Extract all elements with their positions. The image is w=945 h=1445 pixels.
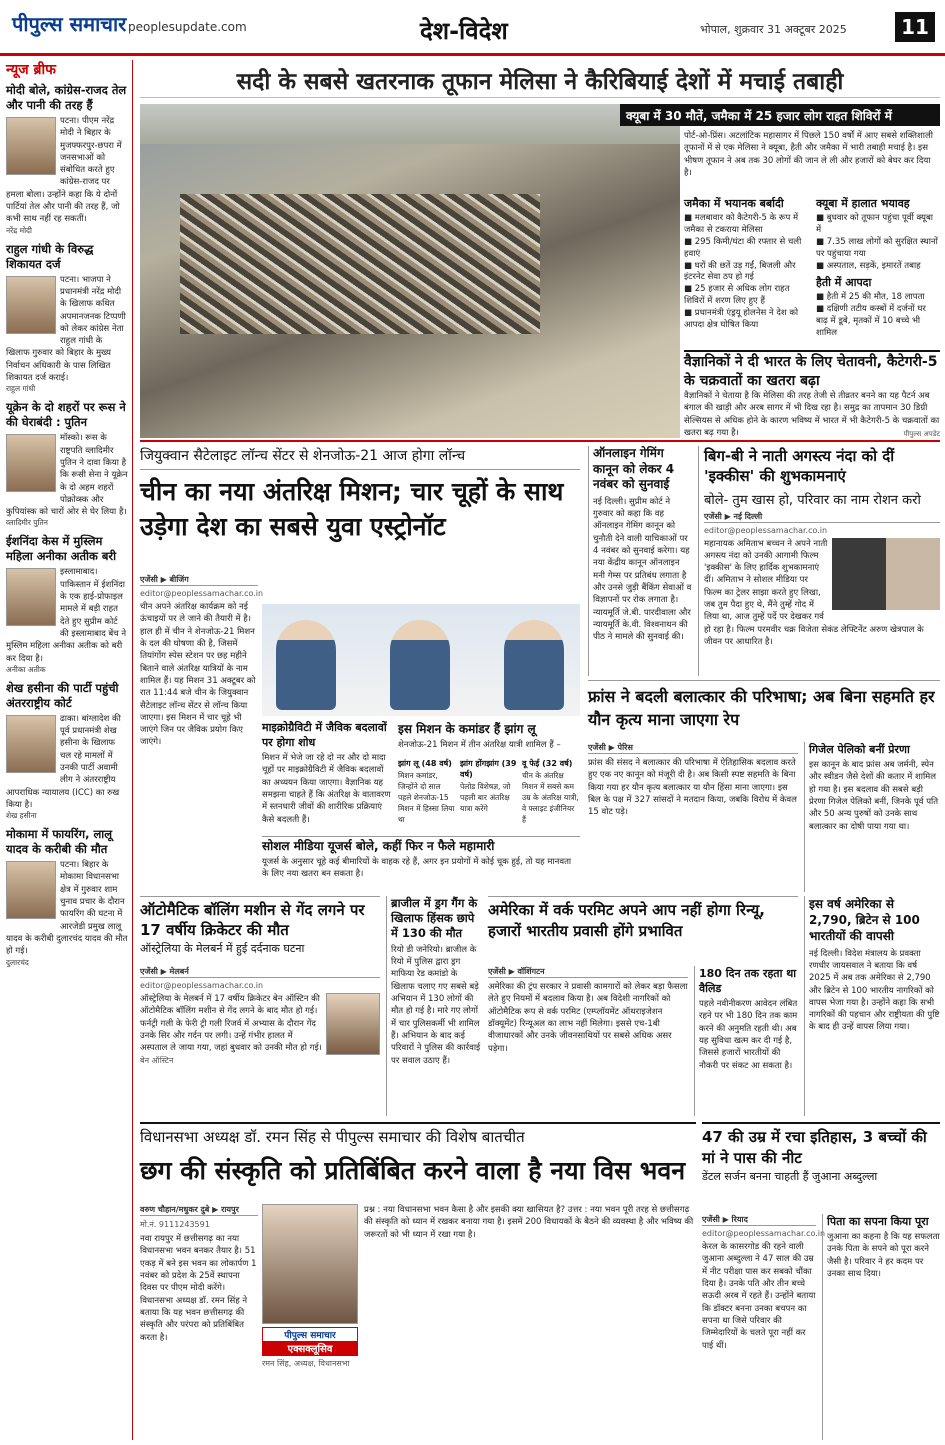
social-heading: सोशल मीडिया यूजर्स बोले, कहीं फिर न फैले महामारी (262, 839, 495, 853)
lead-photo-caption: क्यूबा में 30 मौतें, जमैका में 25 हजार लोग राहत शिविरों में (620, 104, 940, 126)
bullet-point: ■ प्रधानमंत्री एंड्रयू होलनेस ने देश को आपदा क्षेत्र घोषित किया (684, 308, 799, 331)
brief-title: राहुल गांधी के विरुद्ध शिकायत दर्ज (6, 241, 94, 271)
brief-title: मोदी बोले, कांग्रेस-राजद तेल और पानी की तरह हैं (6, 83, 127, 112)
brazil-story (386, 896, 482, 1116)
usa-side-box (694, 966, 798, 1116)
brief-body: ढाका। बांग्लादेश की पूर्व प्रधानमंत्री शेख हसीना के खिलाफ चल रहे मामलों में उनकी पार्टी अवामी लीग ने अंतरराष्ट्रीय आपराधिक न्यायालय (ICC) का रुख किया है। (6, 713, 121, 810)
brief-title: शेख हसीना की पार्टी पहुंची अंतरराष्ट्रीय कोर्ट (6, 680, 119, 710)
brief-title: मोकामा में फायरिंग, लालू यादव के करीबी की मौत (6, 827, 113, 857)
photo-sky (140, 104, 680, 144)
bigb-headline[interactable]: बिग-बी ने नाती अगस्त्य नंदा को दीं 'इक्कीस' की शुभकामनाएं (704, 447, 895, 486)
portrait-photo (6, 715, 56, 773)
bullet-point: ■ अस्पताल, सड़कें, इमारतें तबाह (816, 260, 921, 271)
france-headline[interactable]: फ्रांस ने बदली बलात्कार की परिभाषा; अब बिना सहमति हर यौन कृत्य माना जाएगा रेप (588, 687, 935, 730)
france-headline-box (588, 680, 940, 738)
france-body-column (588, 742, 798, 892)
jamaica-heading: जमैका में भयानक बर्बादी (684, 197, 784, 210)
brazil-headline[interactable]: ब्राजील में ड्रग गैंग के खिलाफ हिंसक छापे में 130 की मौत (391, 896, 478, 940)
portrait-photo (6, 568, 56, 626)
commander-subhead: शेनजोऊ-21 मिशन में तीन अंतरिक्ष यात्री शामिल हैं – (398, 740, 561, 750)
raman-singh-photo (262, 1204, 358, 1324)
china-headline[interactable]: चीन का नया अंतरिक्ष मिशन; चार चूहों के साथ उड़ेगा देश का सबसे युवा एस्ट्रोनॉट (140, 477, 564, 541)
byline: एजेंसी ▶ रियाद (702, 1214, 816, 1226)
portrait-photo (6, 276, 56, 334)
brief-title: यूक्रेन के दो शहरों पर रूस ने की घेराबंदी : पुतिन (6, 400, 126, 430)
brazil-body: रियो डी जनेरियो। ब्राजील के रियो में पुलिस द्वारा ड्रग माफिया रेड कमांडो के खिलाफ चलाए गए सबसे बड़े अभियान में 130 लोगों की मौत हो गई है। मारे गए लोगों में चार पुलिसकर्मी भी शामिल हैं। अभियान के बाद कई परिवारों ने पुलिस की कार्रवाई पर सवाल उठाए हैं। (391, 944, 481, 1066)
bullet-point: ■ मलबावार को कैटेगरी-5 के रूप में जमैका से टकराया मेलिसा (684, 213, 799, 235)
brief-item[interactable] (6, 827, 128, 967)
bullet-point: ■ 295 किमी/घंटा की रफ्तार से चली हवाएं (684, 236, 802, 259)
brief-item[interactable] (6, 400, 128, 528)
brief-item[interactable] (6, 242, 128, 395)
pelico-heading: गिजेल पेलिको बनीं प्रेरणा (809, 743, 910, 756)
photo-caption: बेन ऑस्टिन (140, 1055, 174, 1065)
bigb-body: महानायक अमिताभ बच्चन ने अपने नाती अगस्त्य नंदा को उनकी आगामी फिल्म 'इक्कीस' के लिए हार्दिक शुभकामनाएं दीं। अमिताभ ने सोशल मीडिया पर फिल्म का ट्रेलर साझा करते हुए लिखा, जब तुम पैदा हुए थे, मैंने तुम्हें गोद में लिया था, आज तुम्हें पर्दे पर देखकर गर्व हो रहा है। फिल्म परमवीर चक्र विजेता सेकंड लेफ्टिनेंट अरुण खेत्रपाल के जीवन पर आधारित है। (704, 538, 924, 647)
pelico-body: इस कानून के बाद फ्रांस अब जर्मनी, स्पेन और स्वीडन जैसे देशों की कतार में शामिल हो गया है। इस बदलाव की सबसे बड़ी प्रेरणा गिजेल पेलिको बनीं, जिनके पूर्व पति और 50 अन्य पुरुषों को उनके साथ बलात्कार का दोषी पाया गया था। (809, 760, 939, 832)
exclusive-badge: पीपुल्स समाचार एक्सक्लूसिव (262, 1327, 358, 1356)
bullet-point: ■ घरों की छतें उड़ गईं, बिजली और इंटरनेट सेवा ठप हो गई (684, 260, 796, 283)
neet-body: केरल के कासरगोड की रहने वाली जुआना अब्दुल्ला ने 47 साल की उम्र में नीट परीक्षा पास कर सबको चौंका दिया है। उनके पति और तीन बच्चे सऊदी अरब में रहते हैं। उन्होंने बताया कि डॉक्टर बनना उनका बचपन का सपना था जिसे परिवार की जिम्मेदारियों के चलते पूरा नहीं कर पाई थीं। (702, 1242, 816, 1351)
usa-body: अमेरिका की ट्रंप सरकार ने प्रवासी कामगारों को लेकर बड़ा फैसला लेते हुए नियमों में बदलाव किया है। अब विदेशी नागरिकों को ऑटोमैटिक रूप से वर्क परमिट (एम्प्लॉयमेंट ऑथराइजेशन डॉक्यूमेंट) रिन्यूअल का लाभ नहीं मिलेगा। इससे एच-1बी वीजाधारकों और उनके जीवनसाथियों पर सबसे अधिक असर पड़ेगा। (488, 982, 688, 1054)
byline: वरुण चौहान/मधुकर दुबे ▶ रायपुर (140, 1204, 258, 1216)
usa-side-heading: 180 दिन तक रहता था वैलिड (699, 967, 797, 995)
photo-caption: राहुल गांधी (6, 384, 36, 394)
bullet-point: ■ दक्षिणी तटीय कस्बों में दर्जनों घर बाढ़ में डूबे, मृतकों में 10 बच्चे भी शामिल (816, 304, 926, 339)
byline: एजेंसी ▶ नई दिल्ली (704, 511, 940, 523)
neet-body-column (702, 1214, 826, 1440)
cricket-headline-box (140, 896, 380, 962)
brief-body: पटना। बिहार के मोकामा विधानसभा क्षेत्र में गुरुवार शाम चुनाव प्रचार के दौरान फायरिंग की घटना में आरजेडी प्रमुख लालू यादव के करीबी दुलारचंद यादव की मौत हो गई। (6, 860, 128, 957)
website-link[interactable]: peoplesupdate.com (128, 20, 247, 34)
uk-story (804, 896, 940, 1116)
france-body: फ्रांस की संसद ने बलात्कार की परिभाषा में ऐतिहासिक बदलाव करते हुए एक नए कानून को मंजूरी दी है। अब किसी स्पष्ट सहमति के बिना किया गया हर यौन कृत्य बलात्कार या यौन हिंसा माना जाएगा। इस बिल के पक्ष में 327 सांसदों ने मतदान किया, जबकि विरोध में केवल 15 वोट पड़े। (588, 758, 797, 818)
astronaut-figure (504, 620, 564, 710)
raman-photo-column (262, 1204, 358, 1440)
astronaut-figure (276, 620, 336, 710)
social-body: यूजर्स के अनुसार चूहे कई बीमारियों के वाहक रहे हैं, अगर इन प्रयोगों में कोई चूक हुई, तो यह मानवता के लिए नया खतरा बन सकता है। (262, 857, 572, 880)
micro-heading: माइक्रोग्रैविटी में जैविक बदलावों पर होगा शोध (262, 721, 387, 749)
bigb-story (698, 446, 940, 676)
cricket-body: ऑस्ट्रेलिया के मेलबर्न में 17 वर्षीय क्रिकेटर बेन ऑस्टिन की ऑटोमैटिक बॉलिंग मशीन से गेंद लगने के बाद मौत हो गई। फर्नट्री गली के फेरी ट्री गली रिजर्व में अभ्यास के दौरान गेंद उनके सिर और गर्दन पर लगी। उन्हें गंभीर हालत में अस्पताल ले जाया गया, जहां बुधवार को उनकी मौत हो गई। (140, 994, 322, 1054)
neet-side-body: जुआना का कहना है कि यह सफलता उनके पिता के सपने को पूरा करने जैसी है। परिवार ने हर कदम पर उनका साथ दिया। (827, 1232, 940, 1279)
cricket-headline[interactable]: ऑटोमैटिक बॉलिंग मशीन से गेंद लगने पर 17 वर्षीय क्रिकेटर की मौत (140, 901, 365, 940)
neet-side-box (822, 1214, 940, 1440)
brief-body: पटना। भाजपा ने प्रधानमंत्री नरेंद्र मोदी के खिलाफ कथित अपमानजनक टिप्पणी को लेकर कांग्रेस नेता राहुल गांधी के खिलाफ गुरुवार को बिहार के मुख्य निर्वाचन अधिकारी के पास लिखित शिकायत दर्ज कराई। (6, 274, 126, 384)
brief-body: इस्लामाबाद। पाकिस्तान में ईशनिंदा के एक हाई-प्रोफाइल मामले में बड़ी राहत देते हुए सुप्रीम कोर्ट की इस्लामाबाद बेंच ने मुस्लिम महिला अनीका अतीक को बरी कर दिया है। (6, 567, 127, 664)
raman-qa: प्रश्न : नया विधानसभा भवन कैसा है और इसकी क्या खासियत है? उत्तर : नया भवन पूरी तरह से छत्तीसगढ़ की संस्कृति को ध्यान में रखकर बनाया गया है। इसमें 200 विधायकों के बैठने की व्यवस्था है और भविष्य की जरूरतों को भी ध्यान में रखा गया है। (364, 1205, 694, 1240)
usa-headline-box (488, 896, 798, 966)
neet-subhead: डेंटल सर्जन बनना चाहती हैं जुआना अब्दुल्ला (702, 1170, 878, 1183)
bullet-point: ■ हैती में 25 की मौत, 18 लापता (816, 292, 925, 303)
micro-body: मिशन में भेजे जा रहे दो नर और दो मादा चूहों पर माइक्रोग्रैविटी में जैविक बदलावों का अध्ययन किया जाएगा। वैज्ञानिक यह समझना चाहते हैं कि अंतरिक्ष के वातावरण में स्तनधारी जीवों की शारीरिक प्रक्रियाएं कैसे बदलती हैं। (262, 753, 391, 825)
portrait-photo (6, 434, 56, 492)
portrait-photo (6, 117, 56, 175)
photo-caption: अनीका अतीक (6, 664, 46, 674)
news-brief-tag: न्यूज ब्रीफ (6, 62, 56, 78)
photo-caption: नरेंद्र मोदी (6, 225, 32, 235)
email-link[interactable]: editor@peoplessamachar.co.in (704, 525, 828, 535)
photo-caption: शेख हसीना (6, 811, 37, 821)
brief-item[interactable] (6, 681, 128, 821)
divider (140, 440, 940, 442)
newspaper-logo: पीपुल्स समाचार (12, 12, 127, 36)
cricket-subhead: ऑस्ट्रेलिया के मेलबर्न में हुई दर्दनाक घटना (140, 941, 305, 955)
bullet-point: ■ 7.35 लाख लोगों को सुरक्षित स्थानों पर पहुंचाया गया (816, 236, 938, 259)
jamaica-box (684, 196, 810, 346)
uk-headline[interactable]: इस वर्ष अमेरिका से 2,790, ब्रिटेन से 100 भारतीयों की वापसी (809, 897, 920, 944)
usa-body-column (488, 966, 688, 1116)
usa-headline[interactable]: अमेरिका में वर्क परमिट अपने आप नहीं होगा रिन्यू, हजारों भारतीय प्रवासी होंगे प्रभावित (488, 901, 765, 940)
brief-item[interactable] (6, 534, 128, 674)
gaming-body: नई दिल्ली। सुप्रीम कोर्ट ने गुरुवार को कहा कि वह ऑनलाइन गेमिंग कानून को चुनौती देने वाली याचिकाओं पर 4 नवंबर को सुनवाई करेगा। यह नया केंद्रीय कानून ऑनलाइन मनी गेम्स पर प्रतिबंध लगाता है और उनसे जुड़ी बैंकिंग सेवाओं व विज्ञापनों पर रोक लगाता है। न्यायमूर्ति जे.बी. पारदीवाला और न्यायमूर्ति के.वी. विश्वनाथन की पीठ ने मामले की सुनवाई की। (593, 496, 692, 643)
neet-headline-box (702, 1122, 940, 1210)
email-link[interactable]: editor@peoplessamachar.co.in (140, 589, 264, 598)
astronaut-figure (390, 620, 450, 710)
page-number: 11 (895, 12, 935, 42)
bullet-point: ■ बुधवार को तूफान पहुंचा पूर्वी क्यूबा में (816, 213, 934, 235)
photo-credit: पीपुल्स अपडेट (903, 430, 940, 438)
gaming-story (588, 446, 692, 676)
pelico-box (804, 742, 940, 892)
section-title: देश-विदेश (420, 17, 508, 45)
byline: एजेंसी ▶ वॉशिंगटन (488, 966, 688, 978)
china-body: चीन अपने अंतरिक्ष कार्यक्रम को नई ऊंचाइयों पर ले जाने की तैयारी में है। हाल ही में चीन ने शेनजोऊ-21 मिशन के दल की घोषणा की है, जिसमें तियांगोंग स्पेस स्टेशन पर छह महीने बिताने वाले अंतरिक्ष यात्रियों के नाम शामिल हैं। यह मिशन 31 अक्टूबर को रात 11:44 बजे चीन के जियुक्वान सैटेलाइट लॉन्च सेंटर से लॉन्च किया जाएगा। इस मिशन में चार चूहे भी जाएंगे जिन पर जैविक प्रयोग किए जाएंगे। (140, 602, 256, 748)
china-kicker: जियुक्वान सैटेलाइट लॉन्च सेंटर से शेनजोऊ-21 आज होगा लॉन्च (140, 446, 580, 470)
neet-headline[interactable]: 47 की उम्र में रचा इतिहास, 3 बच्चों की मां ने पास की नीट (702, 1128, 927, 1167)
commander-box (398, 720, 580, 756)
email-link[interactable]: editor@peoplessamachar.co.in (140, 981, 264, 990)
photo-caption: व्लादिमीर पुतिन (6, 518, 48, 528)
phone-number: मो.नं. 9111243591 (140, 1220, 210, 1229)
brief-item[interactable] (6, 83, 128, 236)
bullet-point: ■ 25 हजार से अधिक लोग राहत शिविरों में शरण लिए हुए हैं (684, 284, 790, 307)
amitabh-agastya-photo (832, 538, 940, 610)
raman-headline[interactable]: छग की संस्कृति को प्रतिबिंबित करने वाला है नया विस भवन (140, 1156, 686, 1185)
raman-body-column (140, 1204, 258, 1440)
warning-body: वैज्ञानिकों ने चेताया है कि मेलिसा की तरह तेजी से तीव्रतर बनने का यह पैटर्न अब बंगाल की खाड़ी और अरब सागर में भी दिख रहा है। समुद्र का तापमान 30 डिग्री सेल्सियस से अधिक होने के कारण भविष्य में भारत में भी कैटेगरी-5 के चक्रवातों का खतरा बढ़ गया है। (684, 391, 940, 438)
crew-table (398, 758, 580, 834)
raman-kicker: विधानसभा अध्यक्ष डॉ. रमन सिंह से पीपुल्स समाचार की विशेष बातचीत (140, 1122, 696, 1148)
crew-member: झांग होंगझांग (39 वर्ष) पेलोड विशेषज्ञ, जो पहली बार अंतरिक्ष यात्रा करेंगे (460, 759, 517, 813)
uk-body: नई दिल्ली। विदेश मंत्रालय के प्रवक्ता रणधीर जायसवाल ने बताया कि वर्ष 2025 में अब तक अमेरिका से 2,790 और ब्रिटेन से 100 भारतीय नागरिकों को वापस भेजा गया है। उन्होंने कहा कि सभी नागरिकों की पहचान और राष्ट्रीयता की पुष्टि के बाद ही उन्हें वापस लिया गया। (809, 948, 940, 1033)
cuba-heading: क्यूबा में हालात भयावह (816, 197, 910, 210)
brief-body: मॉस्को। रूस के राष्ट्रपति व्लादिमीर पुतिन ने दावा किया है कि रूसी सेना ने यूक्रेन के दो अहम शहरों पोक्रोव्स्क और कुपियांस्क को चारों ओर से घेर लिया है। (6, 433, 128, 518)
masthead (0, 0, 945, 56)
byline: एजेंसी ▶ बीजिंग (140, 574, 258, 586)
micro-box (262, 720, 392, 830)
dateline: भोपाल, शुक्रवार 31 अक्टूबर 2025 (700, 23, 847, 36)
warning-headline[interactable]: वैज्ञानिकों ने दी भारत के लिए चेतावनी, कैटेगरी-5 के चक्रवातों का खतरा बढ़ा (684, 350, 940, 388)
news-brief-column (6, 60, 133, 1440)
lead-headline[interactable]: सदी के सबसे खतरनाक तूफान मेलिसा ने कैरिबियाई देशों में मचाई तबाही (140, 64, 940, 98)
byline: एजेंसी ▶ मेलबर्न (140, 966, 380, 978)
astronauts-photo (262, 604, 580, 716)
email-link[interactable]: editor@peoplessamachar.co.in (702, 1229, 826, 1238)
gaming-headline[interactable]: ऑनलाइन गेमिंग कानून को लेकर 4 नवंबर को सुनवाई (593, 446, 675, 492)
crew-member: झांग लू (48 वर्ष) मिशन कमांडर, जिन्होंने दो साल पहले शेनजोऊ-15 मिशन में हिस्सा लिया था (398, 759, 455, 824)
photo-caption: दुलारचंद (6, 957, 29, 967)
brief-title: ईशनिंदा केस में मुस्लिम महिला अनीका अतीक बरी (6, 534, 117, 564)
cuba-haiti-box (816, 196, 940, 346)
photo-rubble (180, 194, 540, 334)
photo-caption: रमन सिंह, अध्यक्ष, विधानसभा (262, 1359, 350, 1368)
brief-body: पटना। पीएम नरेंद्र मोदी ने बिहार के मुजफ्फरपुर-छपरा में जनसभाओं को संबोधित करते हुए कांग्रेस-राजद पर हमला बोला। उन्होंने कहा कि ये दोनों पार्टियां तेल और पानी की तरह हैं, जो कभी साथ नहीं रह सकतीं। (6, 115, 122, 225)
cricketer-photo (326, 993, 380, 1055)
bigb-subhead: बोले- तुम खास हो, परिवार का नाम रोशन करो (704, 492, 921, 508)
byline: एजेंसी ▶ पेरिस (588, 742, 798, 754)
raman-body: नवा रायपुर में छत्तीसगढ़ का नया विधानसभा भवन बनकर तैयार है। 51 एकड़ में बने इस भवन का लोकार्पण 1 नवंबर को प्रदेश के 25वें स्थापना दिवस पर पीएम मोदी करेंगे। विधानसभा अध्यक्ष डॉ. रमन सिंह ने बताया कि यह भवन छत्तीसगढ़ की संस्कृति और परंपरा को प्रतिबिंबित करता है। (140, 1234, 257, 1343)
haiti-heading: हैती में आपदा (816, 276, 872, 290)
usa-side-body: पहले नवीनीकरण आवेदन लंबित रहने पर भी 180 दिन तक काम करने की अनुमति रहती थी। अब यह सुविधा खत्म कर दी गई है, जिससे हजारों भारतीयों की नौकरी पर संकट आ सकता है। (699, 999, 798, 1071)
crew-member: वू फेई (32 वर्ष) चीन के अंतरिक्ष मिशन में सबसे कम उम्र के अंतरिक्ष यात्री, वे फ्लाइट इंजीनियर हैं (522, 759, 579, 824)
lead-intro: पोर्ट-ओ-प्रिंस। अटलांटिक महासागर में पिछले 150 वर्षों में आए सबसे शक्तिशाली तूफानों में से एक मेलिसा ने क्यूबा, हैती और जमैका में भारी तबाही मचाई है। इस भीषण तूफान ने अब तक 30 लोगों की जान ले ली और हजारों को बेघर कर दिया है। (684, 131, 933, 178)
cricket-body-column (140, 966, 380, 1116)
social-box (262, 836, 580, 888)
commander-heading: इस मिशन के कमांडर हैं झांग लू (398, 722, 536, 736)
portrait-photo (6, 861, 56, 919)
neet-side-heading: पिता का सपना किया पूरा (827, 1215, 929, 1228)
hurricane-damage-photo (140, 104, 680, 438)
